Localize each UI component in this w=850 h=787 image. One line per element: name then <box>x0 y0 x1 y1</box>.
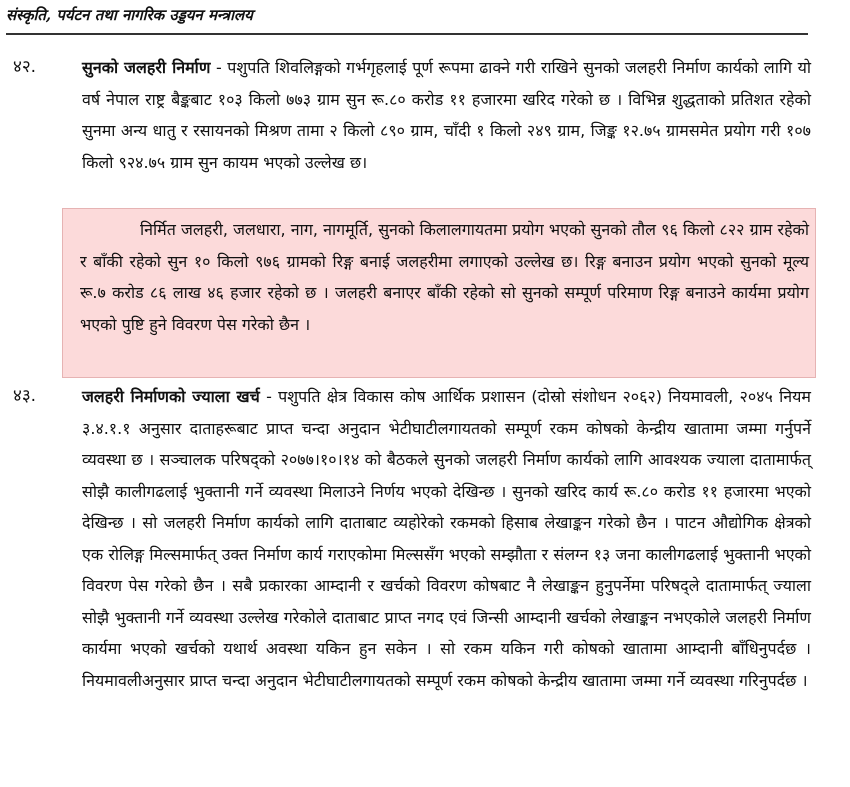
section-paragraph <box>82 52 811 178</box>
running-header-ministry: संस्कृति, पर्यटन तथा नागरिक उड्डयन मन्त्रालय <box>6 6 253 24</box>
section-paragraph <box>82 381 811 696</box>
section-title: जलहरी निर्माणको ज्याला खर्च <box>82 387 260 406</box>
section-number: ४३. <box>13 386 37 406</box>
section-title: सुनको जलहरी निर्माण <box>82 58 211 77</box>
highlighted-finding <box>62 208 816 378</box>
section-number: ४२. <box>13 57 37 77</box>
section-body: - पशुपति क्षेत्र विकास कोष आर्थिक प्रशासन (दोस्रो संशोधन २०६२) नियमावली, २०४५ नियम ३.४.१.१ अनुसार दाताहरूबाट प्राप्त चन्दा अनुदान भेटीघाटीलगायतको सम्पूर्ण रकम कोषको केन्द्रीय खातामा जम्मा गर्नुपर्ने व्यवस्था छ । सञ्चालक परिषद्को २०७७।१०।१४ को बैठकले सुनको जलहरी निर्माण कार्यको लागि आवश्यक ज्याला दातामार्फत् सोझै कालीगढलाई भुक्तानी गर्ने व्यवस्था मिलाउने निर्णय भएको देखिन्छ । सुनको खरिद कार्य रू.८० करोड ११ हजारमा भएको देखिन्छ । सो जलहरी निर्माण कार्यको लागि दाताबाट व्यहोरेको रकमको हिसाब लेखाङ्कन गरेको छैन । पाटन औद्योगिक क्षेत्रको एक रोलिङ्ग मिल्समार्फत् उक्त निर्माण कार्य गराएकोमा मिल्ससँग भएको सम्झौता र संलग्न १३ जना कालीगढलाई भुक्तानी भएको विवरण पेस गरेको छैन । सबै प्रकारका आम्दानी र खर्चको विवरण कोषबाट नै लेखाङ्कन हुनुपर्नेमा परिषद्ले दातामार्फत् ज्याला सोझै भुक्तानी गर्ने व्यवस्था उल्लेख गरेकोले दाताबाट प्राप्त नगद एवं जिन्सी आम्दानी खर्चको लेखाङ्कन नभएकोले जलहरी निर्माण कार्यमा भएको खर्चको यथार्थ अवस्था यकिन हुन सकेन । सो रकम यकिन गरी कोषको खातामा आम्दानी बाँधिनुपर्दछ । नियमावलीअनुसार प्राप्त चन्दा अनुदान भेटीघाटीलगायतको सम्पूर्ण रकम कोषको केन्द्रीय खातामा जम्मा गर्ने व्यवस्था गरिनुपर्दछ । <box>82 387 812 690</box>
section-body: - पशुपति शिवलिङ्गको गर्भगृहलाई पूर्ण रूपमा ढाक्ने गरी राखिने सुनको जलहरी निर्माण कार्यको लागि यो वर्ष नेपाल राष्ट्र बैङ्कबाट १०३ किलो ७७३ ग्राम सुन रू.८० करोड ११ हजारमा खरिद गरेको छ । विभिन्न शुद्धताको प्रतिशत रहेको सुनमा अन्य धातु र रसायनको मिश्रण तामा २ किलो ८९० ग्राम, चाँदी १ किलो २४९ ग्राम, जिङ्क १२.७५ ग्रामसमेत प्रयोग गरी १०७ किलो ९२४.७५ ग्राम सुन कायम भएको उल्लेख छ। <box>82 58 811 172</box>
highlighted-paragraph: निर्मित जलहरी, जलधारा, नाग, नागमूर्ति, सुनको किलालगायतमा प्रयोग भएको सुनको तौल ९६ किलो ८२२ ग्राम रहेको र बाँकी रहेको सुन १० किलो ९७६ ग्रामको रिङ्ग बनाई जलहरीमा लगाएको उल्लेख छ। रिङ्ग बनाउन प्रयोग भएको सुनको मूल्य रू.७ करोड ८६ लाख ४६ हजार रहेको छ । जलहरी बनाएर बाँकी रहेको सो सुनको सम्पूर्ण परिमाण रिङ्ग बनाउने कार्यमा प्रयोग भएको पुष्टि हुने विवरण पेस गरेको छैन । <box>80 220 809 334</box>
header-rule <box>6 33 808 35</box>
